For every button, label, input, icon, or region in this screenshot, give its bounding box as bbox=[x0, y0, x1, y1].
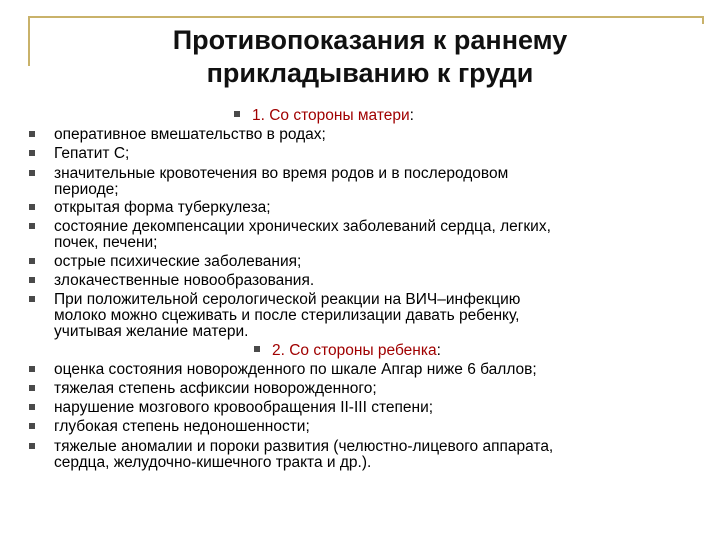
list-item-text: острые психические заболевания; bbox=[54, 252, 302, 270]
list-item-text: оценка состояния новорожденного по шкале Апгар ниже 6 баллов; bbox=[54, 360, 537, 378]
list-item-text: периоде; bbox=[54, 180, 119, 198]
square-bullet-icon bbox=[29, 443, 35, 449]
list-item-text: тяжелая степень асфиксии новорожденного; bbox=[54, 380, 377, 398]
list-item bbox=[28, 166, 704, 198]
square-bullet-icon bbox=[29, 131, 35, 137]
list-item-text: злокачественные новообразования. bbox=[54, 271, 315, 289]
child-contraindications-list bbox=[28, 362, 704, 471]
list-item-text: открытая форма туберкулеза; bbox=[54, 199, 271, 217]
child-section-heading-row bbox=[28, 343, 704, 359]
square-bullet-icon bbox=[234, 111, 240, 117]
slide-title-line-1: Противопоказания к раннему bbox=[172, 25, 568, 55]
slide-frame-top-line bbox=[28, 16, 704, 18]
slide-frame-left-line bbox=[28, 16, 30, 66]
list-item-text: нарушение мозгового кровообращения II-III степени; bbox=[54, 399, 434, 417]
list-item bbox=[28, 219, 704, 251]
list-item-text: сердца, желудочно-кишечного тракта и др.). bbox=[54, 453, 372, 471]
list-item bbox=[28, 400, 704, 416]
slide-content bbox=[28, 108, 704, 473]
list-item-text: состояние декомпенсации хронических заболеваний сердца, легких, bbox=[54, 218, 551, 236]
mother-section-heading: 1. Со стороны матери: bbox=[252, 107, 414, 124]
square-bullet-icon bbox=[29, 366, 35, 372]
list-item bbox=[28, 362, 704, 378]
child-section-heading: 2. Со стороны ребенка: bbox=[272, 341, 441, 359]
list-item bbox=[28, 200, 704, 216]
list-item bbox=[28, 146, 704, 162]
list-item-text: молоко можно сцеживать и после стерилизации давать ребенку, bbox=[54, 307, 520, 325]
square-bullet-icon bbox=[29, 277, 35, 283]
list-item-text: тяжелые аномалии и пороки развития (челюстно-лицевого аппарата, bbox=[54, 437, 554, 455]
list-item bbox=[28, 419, 704, 435]
square-bullet-icon bbox=[29, 150, 35, 156]
square-bullet-icon bbox=[29, 423, 35, 429]
list-item-text: учитывая желание матери. bbox=[54, 323, 249, 341]
list-item-text: При положительной серологической реакции на ВИЧ–инфекцию bbox=[54, 291, 521, 309]
list-item bbox=[28, 127, 704, 143]
list-item bbox=[28, 439, 704, 471]
list-item-text: оперативное вмешательство в родах; bbox=[54, 126, 326, 144]
slide-title-line-2: прикладыванию к груди bbox=[206, 58, 534, 88]
square-bullet-icon bbox=[29, 258, 35, 264]
list-item-text: почек, печени; bbox=[54, 234, 158, 252]
mother-contraindications-list bbox=[28, 127, 704, 340]
square-bullet-icon bbox=[29, 170, 35, 176]
list-item bbox=[28, 254, 704, 270]
list-item-text: Гепатит С; bbox=[54, 145, 130, 163]
list-item bbox=[28, 381, 704, 397]
list-item-text: значительные кровотечения во время родов и в послеродовом bbox=[54, 164, 509, 182]
slide-frame-right-tick bbox=[702, 16, 704, 24]
square-bullet-icon bbox=[29, 404, 35, 410]
square-bullet-icon bbox=[29, 385, 35, 391]
mother-section-heading-row bbox=[28, 108, 704, 124]
square-bullet-icon bbox=[29, 204, 35, 210]
slide-title bbox=[40, 24, 700, 90]
square-bullet-icon bbox=[254, 346, 260, 352]
list-item bbox=[28, 273, 704, 289]
square-bullet-icon bbox=[29, 296, 35, 302]
list-item-text: глубокая степень недоношенности; bbox=[54, 418, 310, 436]
list-item bbox=[28, 292, 704, 341]
square-bullet-icon bbox=[29, 223, 35, 229]
